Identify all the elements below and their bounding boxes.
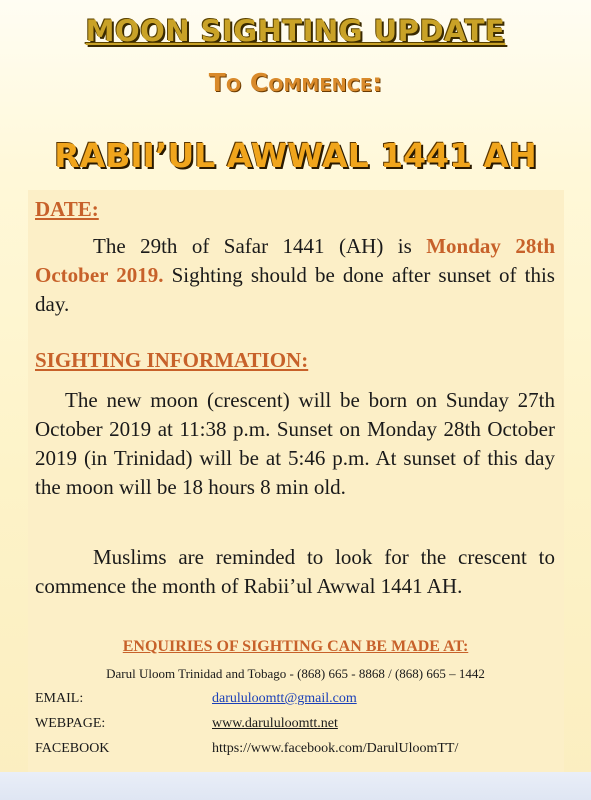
sighting-paragraph-2: Muslims are reminded to look for the crescent to commence the month of Rabii’ul Awwal 1441 AH.: [35, 545, 555, 598]
facebook-url[interactable]: https://www.facebook.com/DarulUloomTT/: [212, 741, 459, 756]
month-heading: RABII’UL AWWAL 1441 AH: [54, 136, 537, 175]
date-text-before: The 29th of Safar 1441 (AH) is: [93, 234, 427, 258]
email-label: EMAIL:: [35, 691, 84, 706]
sighting-paragraph-1: The new moon (crescent) will be born on Sunday 27th October 2019 at 11:38 p.m. Sunset on Monday 28th October 2019 (in Trinidad) will be at 5:46 p.m. At sunset of this day the moon will be 18 hours 8 min old.: [35, 388, 555, 499]
date-paragraph: [35, 232, 555, 319]
date-highlight: Monday 28th October 2019.: [35, 234, 555, 287]
sighting-info-label: SIGHTING INFORMATION:: [35, 348, 309, 372]
webpage-label: WEBPAGE:: [35, 716, 106, 731]
page-title: MOON SIGHTING UPDATE: [85, 14, 506, 48]
page-subtitle: To Commence:: [208, 68, 383, 97]
bottom-band: [0, 772, 591, 800]
organization-line: Darul Uloom Trinidad and Tobago - (868) 665 - 8868 / (868) 665 – 1442: [106, 666, 485, 681]
date-label: DATE:: [35, 197, 99, 221]
webpage-link[interactable]: www.darululoomtt.net: [212, 716, 338, 731]
email-link[interactable]: darululoomtt@gmail.com: [212, 691, 357, 706]
date-text-after: Sighting should be done after sunset of this day.: [35, 263, 555, 316]
facebook-label: FACEBOOK: [35, 741, 110, 756]
enquiries-heading: ENQUIRIES OF SIGHTING CAN BE MADE AT:: [122, 638, 469, 655]
